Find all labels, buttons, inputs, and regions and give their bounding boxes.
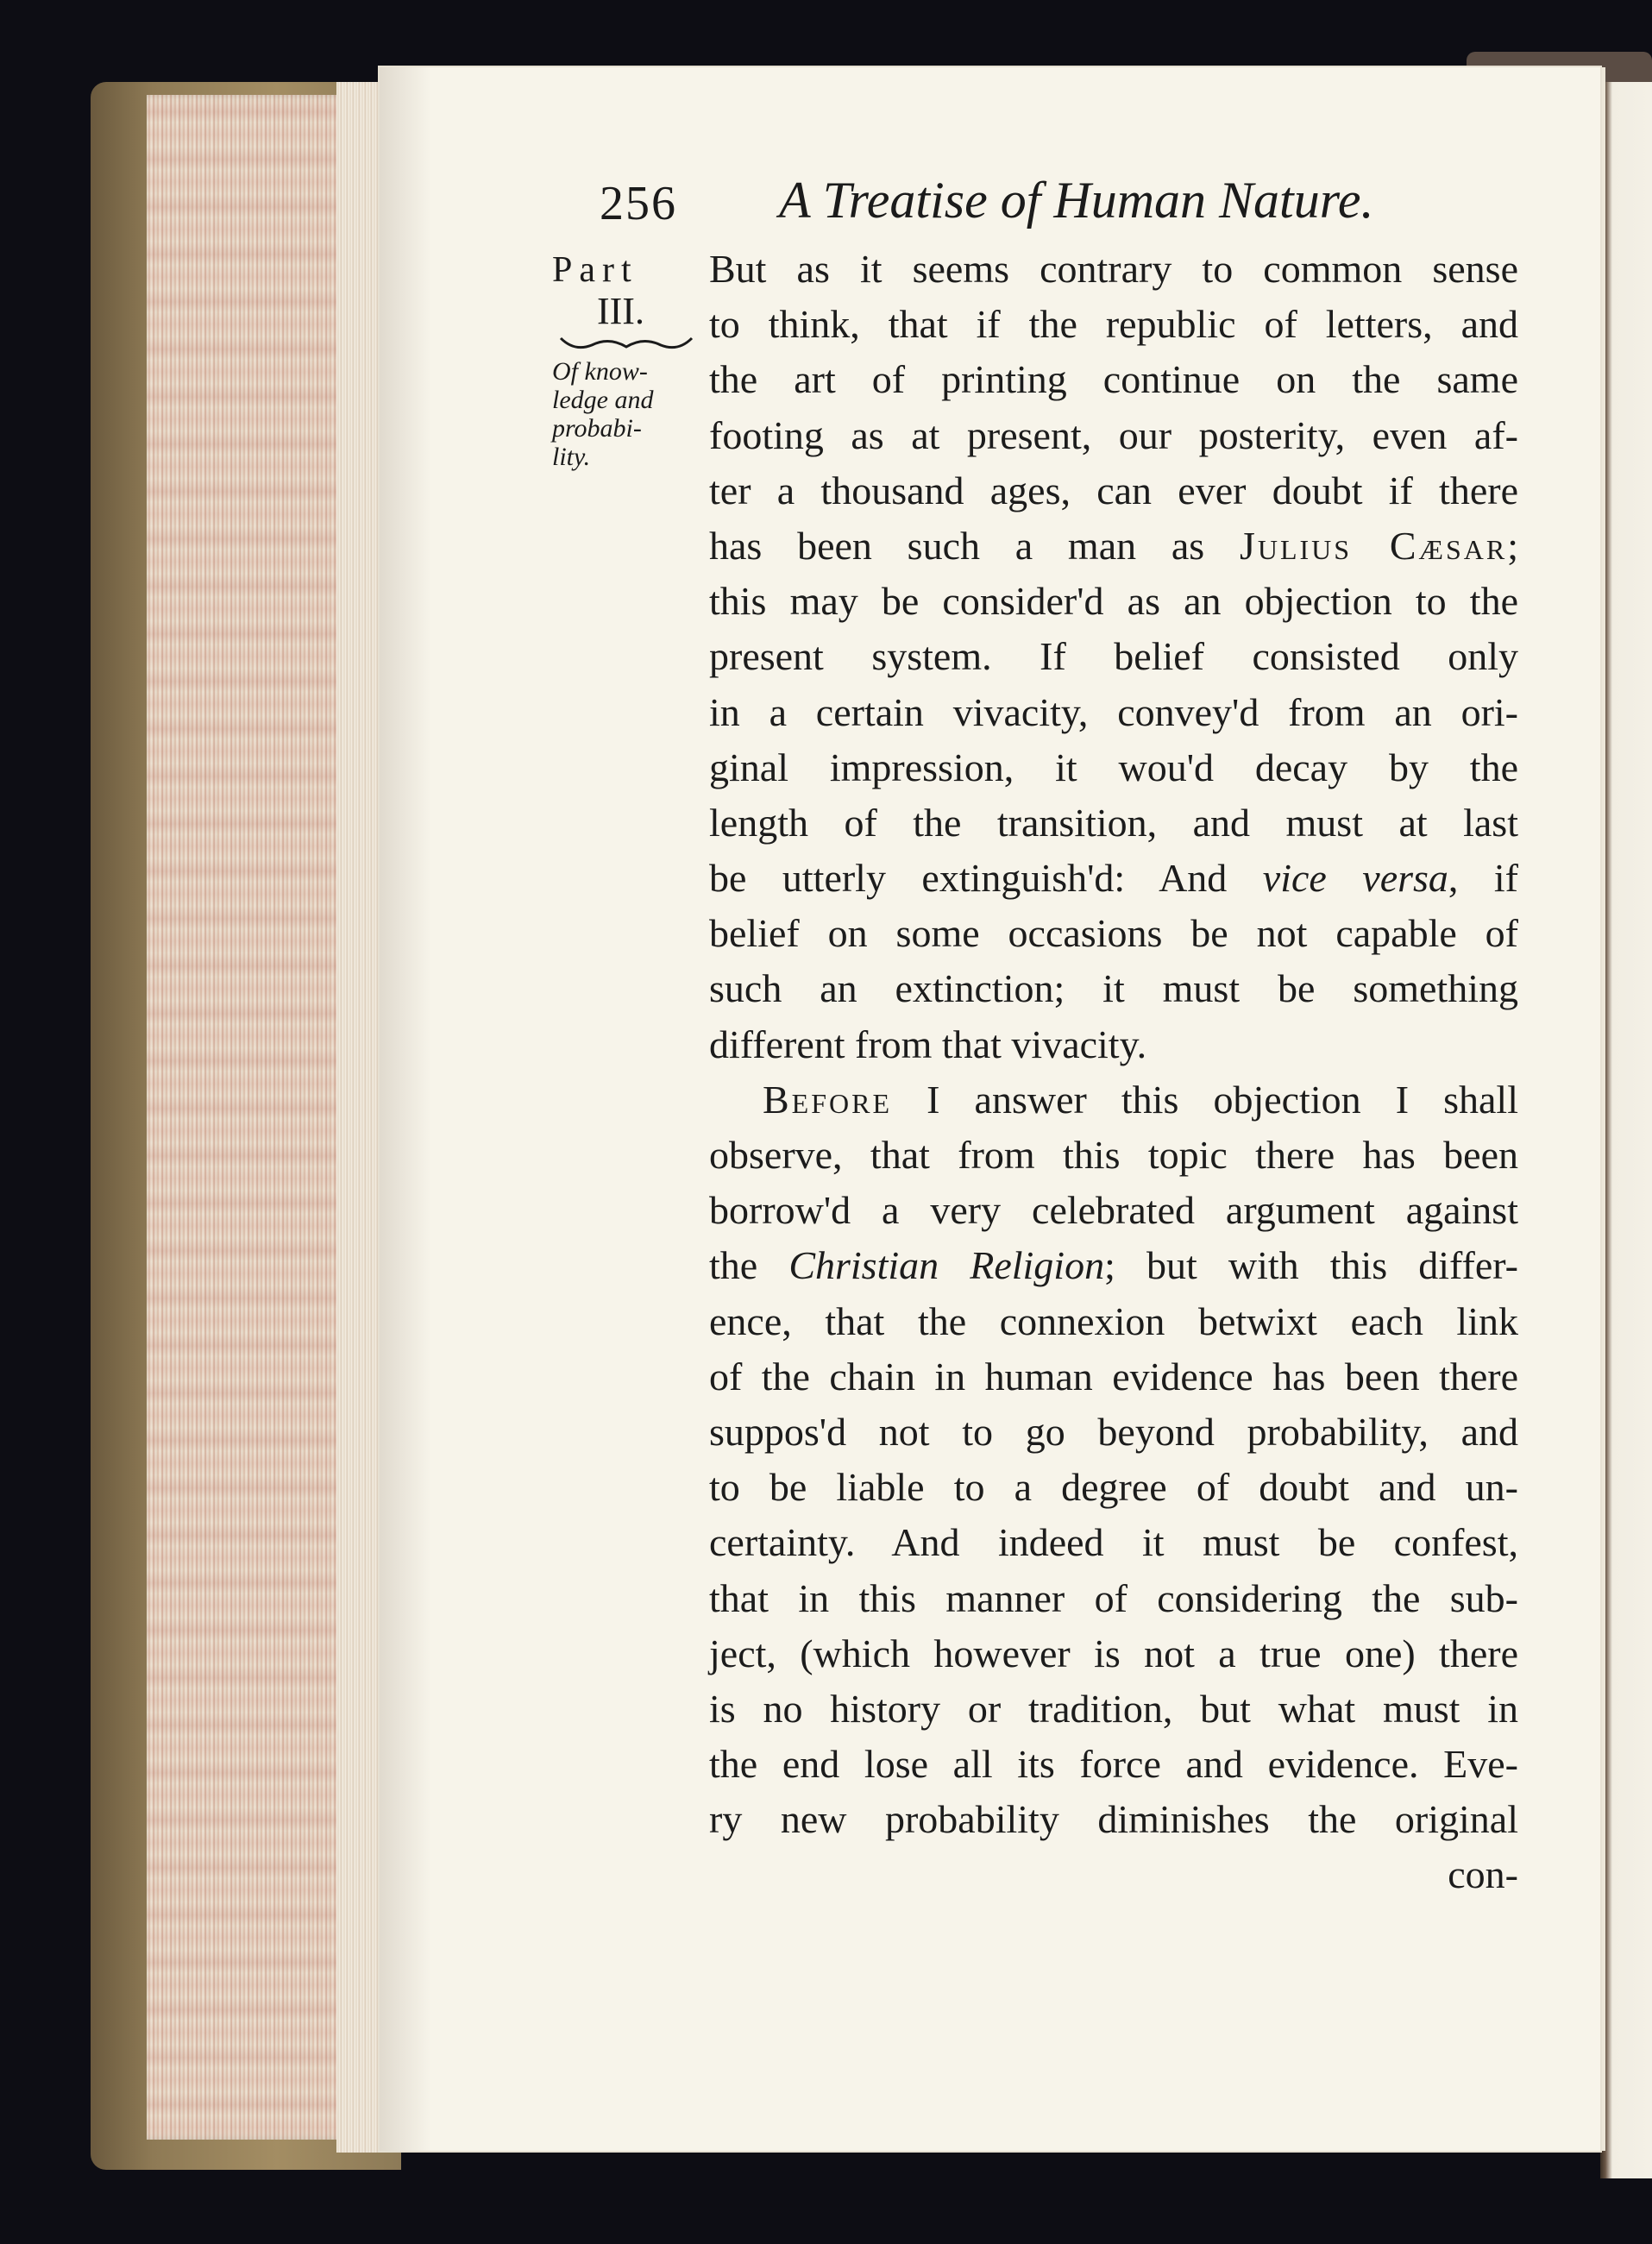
body-text [709,242,1518,1903]
name-julius-caesar: Julius Cæsar [1239,523,1508,568]
italic-vice-versa: vice versa [1262,856,1448,901]
text-line: certainty. And indeed it must be confest, [709,1520,1518,1565]
text-line: this may be consider'd as an objection to the [709,579,1518,624]
text-line: in a certain vivacity, convey'd from an ori- [709,689,1518,734]
text-line: ence, that the connexion betwixt each link [709,1298,1518,1343]
text-line: But as it seems contrary to common sense [709,247,1518,291]
text-line: of the chain in human evidence has been there [709,1354,1518,1399]
part-number: III. [597,290,644,332]
text-line: is no history or tradition, but what must in [709,1686,1518,1731]
text-line [709,851,1518,906]
page-number: 256 [600,177,677,230]
catchword: con- [1448,1852,1518,1897]
marginal-note-text: Of know- ledge and probabi- lity. [552,357,654,471]
part-label: Part [552,250,638,290]
text-segment: , if [1448,856,1518,901]
text-segment: be utterly extinguish'd: And [709,856,1228,901]
text-line: ject, (which however is not a true one) there [709,1631,1518,1675]
text-line [709,1072,1518,1128]
marginal-note [552,250,703,471]
facing-page-edge [1600,82,1652,2178]
text-line [709,1238,1518,1293]
text-segment: ; but with this differ- [1104,1243,1519,1288]
punctuation: ; [1507,523,1518,568]
brace-ornament-icon [557,333,695,355]
text-line: ginal impression, it wou'd decay by the [709,745,1518,789]
text-line: to be liable to a degree of doubt and un- [709,1465,1518,1510]
text-line: length of the transition, and must at last [709,800,1518,845]
text-line: ter a thousand ages, can ever doubt if there [709,468,1518,512]
text-line: present system. If belief consisted only [709,634,1518,679]
text-line: the end lose all its force and evidence. Eve- [709,1742,1518,1787]
text-segment: has been such a man as [709,523,1205,568]
text-line: suppos'd not to go beyond probability, and [709,1409,1518,1454]
text-line: observe, that from this topic there has been [709,1133,1518,1177]
text-line: borrow'd a very celebrated argument against [709,1188,1518,1233]
text-line: such an extinction; it must be something [709,966,1518,1011]
text-line: footing as at present, our posterity, even af- [709,412,1518,457]
text-line: the art of printing continue on the same [709,357,1518,402]
text-line: ry new probability diminishes the original [709,1797,1518,1842]
text-line: different from that vivacity. [709,1021,1147,1066]
text-line [709,519,1518,574]
text-line: that in this manner of considering the sub- [709,1575,1518,1620]
text-line: to think, that if the republic of letters, and [709,302,1518,347]
text-line: belief on some occasions be not capable of [709,911,1518,956]
text-segment: the [709,1243,758,1288]
running-title: A Treatise of Human Nature. [779,172,1374,229]
small-caps-before: Before [763,1077,893,1122]
text-segment: I answer this objection I shall [927,1077,1518,1122]
italic-christian-religion: Christian Religion [788,1243,1105,1288]
